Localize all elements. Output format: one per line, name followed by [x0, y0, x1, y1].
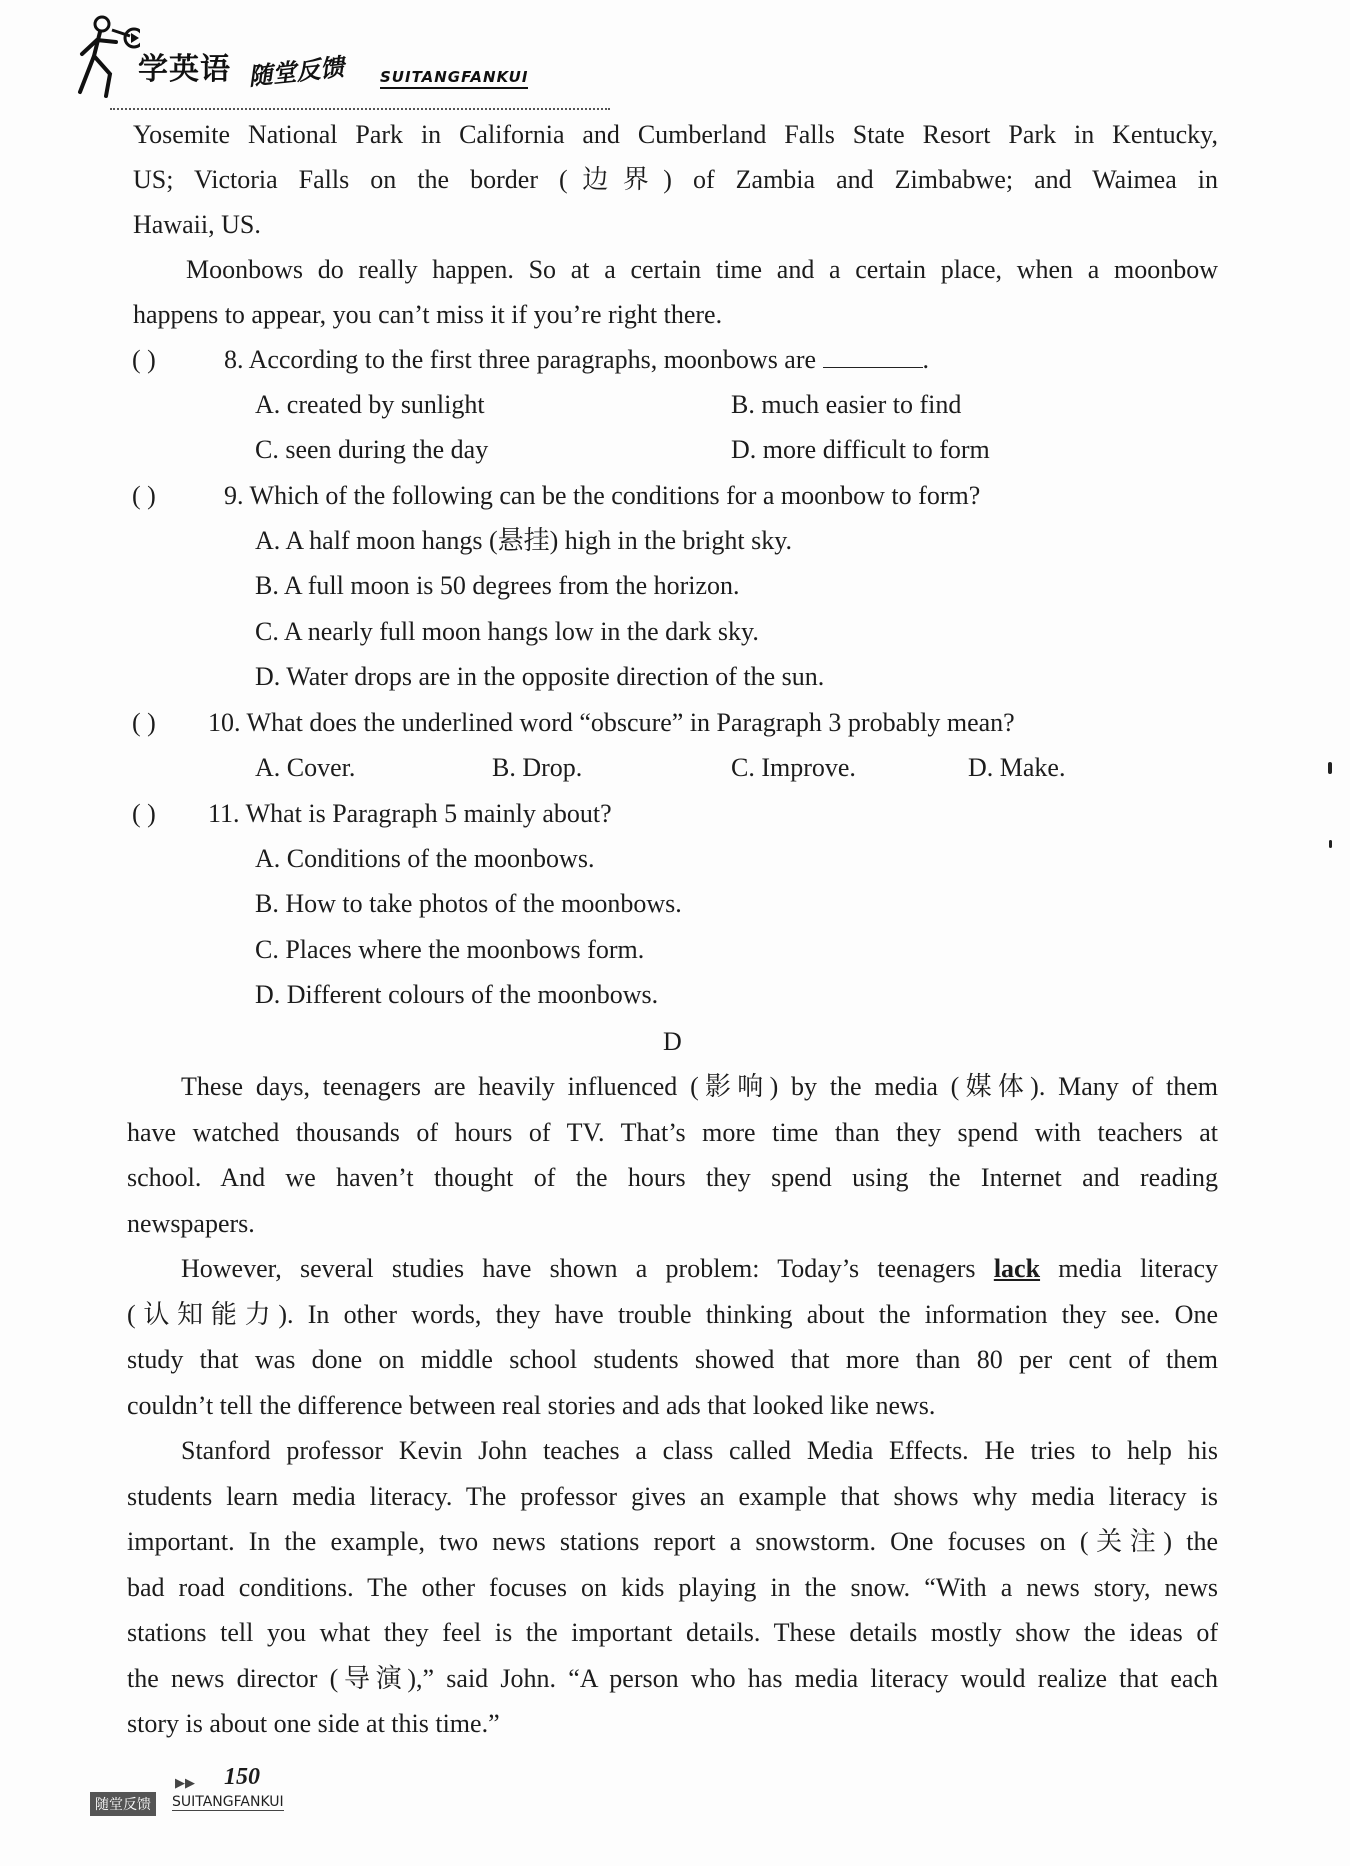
q8-answer-bracket[interactable]: ( ) — [132, 345, 156, 374]
footer-tag: 随堂反馈 — [90, 1792, 156, 1816]
passage-d-p1-line-3: school. And we haven’t thought of the hours they spend using the Internet and reading — [127, 1163, 1218, 1192]
passage-d-p1-line-1: These days, teenagers are heavily influenced (影响) by the media (媒体). Many of them — [181, 1072, 1218, 1101]
q11-answer-bracket[interactable]: ( ) — [132, 799, 156, 828]
passage-d-p2-line-1 — [181, 1252, 1218, 1286]
q8-blank[interactable] — [823, 345, 923, 368]
footer-latin: SUITANGFANKUI — [172, 1794, 284, 1810]
q11-option-a: A. Conditions of the moonbows. — [255, 844, 595, 873]
passage-d-p3-line-2: students learn media literacy. The professor gives an example that shows why media literacy is — [127, 1482, 1218, 1511]
header-divider — [110, 108, 610, 110]
passage-c-line-2: US; Victoria Falls on the border (边界) of Zambia and Zimbabwe; and Waimea in — [133, 165, 1218, 194]
header-subtitle: 随堂反馈 — [246, 52, 346, 91]
q8-option-b: B. much easier to find — [731, 390, 962, 419]
q10-stem: 10. What does the underlined word “obscure” in Paragraph 3 probably mean? — [208, 708, 1015, 737]
margin-mark — [1328, 762, 1332, 774]
passage-c-line-3: Hawaii, US. — [133, 210, 261, 239]
q10-option-d: D. Make. — [968, 753, 1066, 782]
q10-option-b: B. Drop. — [492, 753, 583, 782]
passage-d-letter: D — [663, 1027, 682, 1056]
passage-d-p3-line-6: the news director (导演),” said John. “A person who has media literacy would realize that each — [127, 1664, 1218, 1693]
q8-stem-end: . — [922, 345, 930, 374]
q11-option-d: D. Different colours of the moonbows. — [255, 980, 659, 1009]
header-latin: SUITANGFANKUI — [380, 68, 528, 89]
page-header — [70, 12, 630, 112]
underlined-word-lack: lack — [993, 1254, 1041, 1283]
passage-d-p3-line-3: important. In the example, two news stations report a snowstorm. One focuses on (关注) the — [127, 1527, 1218, 1556]
passage-c-p2-line-2: happens to appear, you can’t miss it if you’re right there. — [133, 300, 723, 329]
passage-d-p3-line-5: stations tell you what they feel is the important details. These details mostly show the ideas of — [127, 1618, 1218, 1647]
passage-d-p2-line-3: study that was done on middle school students showed that more than 80 per cent of them — [127, 1345, 1218, 1374]
footer-arrows-icon: ▶▶ — [175, 1776, 195, 1791]
passage-d-p2-line-4: couldn’t tell the difference between real stories and ads that looked like news. — [127, 1391, 936, 1420]
p2-line1-before: However, several studies have shown a problem: Today’s teenagers — [181, 1254, 976, 1283]
p2-line1-after: media literacy — [1058, 1254, 1219, 1283]
q8-stem — [224, 343, 929, 377]
q10-option-a: A. Cover. — [255, 753, 356, 782]
passage-c-p2-line-1: Moonbows do really happen. So at a certain time and a certain place, when a moonbow — [186, 255, 1218, 284]
margin-mark — [1329, 840, 1332, 848]
runner-logo-icon — [70, 12, 140, 102]
passage-d-p2-line-2: (认知能力). In other words, they have trouble thinking about the information they see. One — [127, 1300, 1218, 1329]
passage-d-p3-line-4: bad road conditions. The other focuses on kids playing in the snow. “With a news story, news — [127, 1573, 1218, 1602]
q11-option-c: C. Places where the moonbows form. — [255, 935, 645, 964]
q9-option-d: D. Water drops are in the opposite direction of the sun. — [255, 662, 825, 691]
q10-answer-bracket[interactable]: ( ) — [132, 708, 156, 737]
q9-stem: 9. Which of the following can be the conditions for a moonbow to form? — [224, 481, 981, 510]
q8-option-c: C. seen during the day — [255, 435, 489, 464]
page-number: 150 — [224, 1764, 260, 1790]
q9-option-b: B. A full moon is 50 degrees from the horizon. — [255, 571, 740, 600]
q10-option-c: C. Improve. — [731, 753, 856, 782]
q8-stem-text: 8. According to the first three paragraphs, moonbows are — [224, 345, 817, 374]
q9-option-a: A. A half moon hangs (悬挂) high in the bright sky. — [255, 526, 793, 555]
q11-stem: 11. What is Paragraph 5 mainly about? — [208, 799, 612, 828]
passage-d-p1-line-2: have watched thousands of hours of TV. That’s more time than they spend with teachers at — [127, 1118, 1218, 1147]
q8-option-a: A. created by sunlight — [255, 390, 485, 419]
passage-d-p1-line-4: newspapers. — [127, 1209, 255, 1238]
q8-option-d: D. more difficult to form — [731, 435, 990, 464]
passage-d-p3-line-1: Stanford professor Kevin John teaches a class called Media Effects. He tries to help his — [181, 1436, 1218, 1465]
passage-c-line-1: Yosemite National Park in California and Cumberland Falls State Resort Park in Kentucky, — [133, 120, 1218, 149]
q9-option-c: C. A nearly full moon hangs low in the dark sky. — [255, 617, 759, 646]
header-title: 学英语 — [138, 52, 231, 87]
passage-d-p3-line-7: story is about one side at this time.” — [127, 1709, 500, 1738]
q9-answer-bracket[interactable]: ( ) — [132, 481, 156, 510]
q11-option-b: B. How to take photos of the moonbows. — [255, 889, 682, 918]
